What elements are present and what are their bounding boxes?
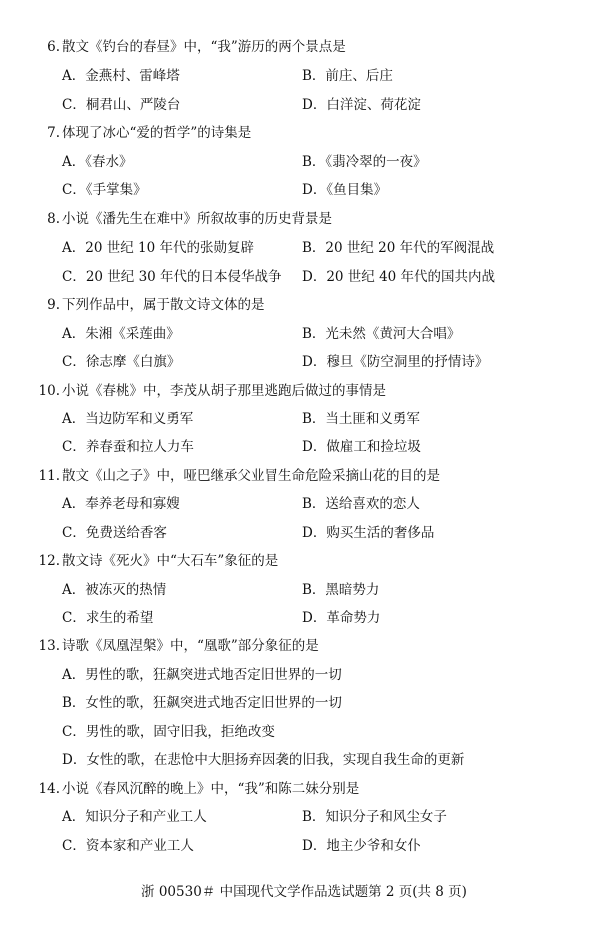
option-c: C．免费送给香客 — [62, 525, 167, 541]
option-b: B．前庄、后庄 — [302, 68, 393, 84]
option-d: D．穆旦《防空洞里的抒情诗》 — [302, 354, 489, 370]
option-b: B．20 世纪 20 年代的军阀混战 — [302, 240, 495, 256]
option-a: A．朱湘《采莲曲》 — [62, 326, 180, 342]
question-stem: 诗歌《凤凰涅槃》中，“凰歌”部分象征的是 — [62, 638, 319, 654]
option-c: C．桐君山、严陵台 — [62, 97, 181, 113]
option-c: C．资本家和产业工人 — [62, 838, 194, 854]
option-b: B．知识分子和风尘女子 — [302, 809, 447, 825]
question-stem: 散文诗《死火》中“大石车”象征的是 — [62, 553, 279, 569]
option-a: A．男性的歌，狂飙突进式地否定旧世界的一切 — [62, 667, 342, 683]
option-d: D．做雇工和捡垃圾 — [302, 439, 421, 455]
option-c: C．养春蚕和拉人力车 — [62, 439, 194, 455]
question-number: 12. — [38, 553, 60, 569]
question-stem: 体现了冰心“爱的哲学”的诗集是 — [62, 125, 252, 141]
option-b: B．黑暗势力 — [302, 582, 380, 598]
option-c: C．《手掌集》 — [62, 182, 147, 198]
option-b: B．光未然《黄河大合唱》 — [302, 326, 461, 342]
question-stem: 散文《山之子》中，哑巴继承父业冒生命危险采摘山花的目的是 — [62, 468, 440, 484]
option-a: A．20 世纪 10 年代的张勋复辟 — [62, 240, 254, 256]
option-a: A．《春水》 — [62, 154, 133, 170]
question-stem: 小说《春桃》中，李茂从胡子那里逃跑后做过的事情是 — [62, 383, 386, 399]
option-d: D．20 世纪 40 年代的国共内战 — [302, 269, 496, 285]
option-a: A．金燕村、雷峰塔 — [62, 68, 180, 84]
option-c: C．20 世纪 30 年代的日本侵华战争 — [62, 269, 282, 285]
option-b: B．《翡冷翠的一夜》 — [302, 154, 427, 170]
option-b: B．当土匪和义勇军 — [302, 411, 420, 427]
option-b: B．送给喜欢的恋人 — [302, 496, 420, 512]
option-a: A．被冻灭的热情 — [62, 582, 167, 598]
question-number: 6. — [47, 39, 60, 55]
question-number: 7. — [47, 125, 60, 141]
option-d: D．白洋淀、荷花淀 — [302, 97, 421, 113]
question-number: 11. — [38, 468, 60, 484]
option-a: A．知识分子和产业工人 — [62, 809, 207, 825]
question-stem: 散文《钓台的春昼》中，“我”游历的两个景点是 — [62, 39, 346, 55]
question-number: 8. — [47, 211, 60, 227]
option-c: C．求生的希望 — [62, 610, 154, 626]
question-number: 9. — [47, 297, 60, 313]
option-d: D．女性的歌，在悲怆中大胆扬弃因袭的旧我，实现自我生命的更新 — [62, 752, 465, 768]
question-number: 10. — [38, 383, 60, 399]
option-b: B．女性的歌，狂飙突进式地否定旧世界的一切 — [62, 695, 342, 711]
page-footer: 浙 00530＃ 中国现代文学作品选试题第 2 页(共 8 页) — [141, 884, 467, 900]
question-stem: 下列作品中，属于散文诗文体的是 — [62, 297, 265, 313]
option-a: A．奉养老母和寡嫂 — [62, 496, 180, 512]
option-d: D．购买生活的奢侈品 — [302, 525, 435, 541]
question-stem: 小说《潘先生在难中》所叙故事的历史背景是 — [62, 211, 332, 227]
option-a: A．当边防军和义勇军 — [62, 411, 194, 427]
option-c: C．徐志摩《白旗》 — [62, 354, 181, 370]
question-number: 13. — [38, 638, 60, 654]
option-d: D．革命势力 — [302, 610, 381, 626]
option-d: D．《鱼目集》 — [302, 182, 388, 198]
option-d: D．地主少爷和女仆 — [302, 838, 421, 854]
question-stem: 小说《春风沉醉的晚上》中，“我”和陈二妹分别是 — [62, 781, 360, 797]
option-c: C．男性的歌，固守旧我，拒绝改变 — [62, 724, 275, 740]
question-number: 14. — [38, 781, 60, 797]
